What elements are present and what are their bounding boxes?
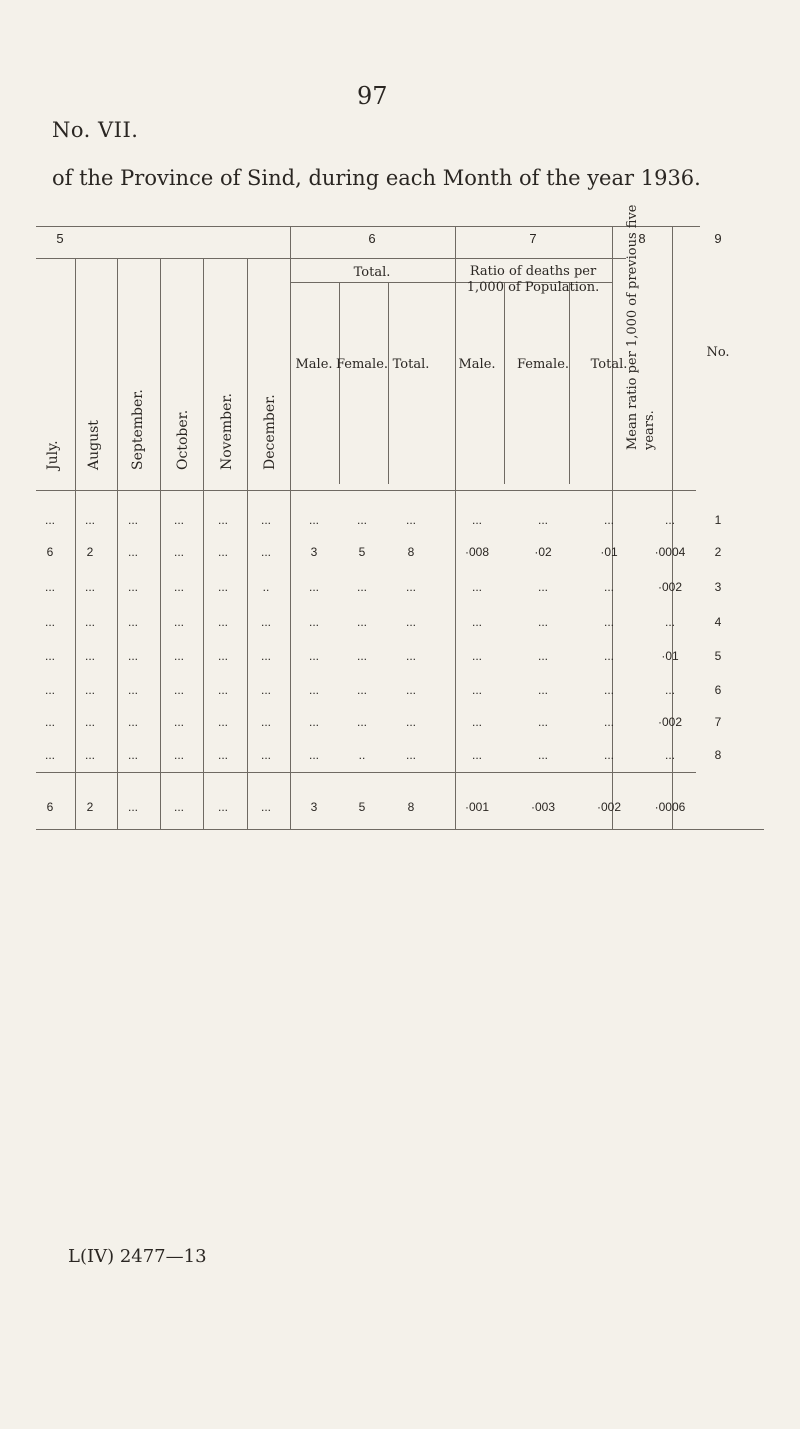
table-cell: ... [44,615,55,629]
table-cell: ... [84,683,95,697]
row-number: 5 [714,649,722,663]
table-cell: ... [217,649,228,663]
table-cell: ... [405,748,416,762]
table-cell: ... [173,513,184,527]
table-cell: ·0004 [654,545,686,559]
table-cell: ... [217,615,228,629]
table-cell: ·01 [600,545,618,559]
table-cell: ... [603,715,614,729]
row-number: 4 [714,615,722,629]
column-divider [75,258,76,829]
table-cell: ... [356,580,367,594]
sub-column-header: Male. [458,357,496,372]
table-cell: .. [262,580,270,594]
table-cell: ... [405,683,416,697]
table-cell: ... [405,513,416,527]
sub-column-header: Total. [590,357,628,372]
table-cell: ... [471,513,482,527]
table-cell: 2 [86,545,94,559]
table-cell: ... [356,683,367,697]
total-cell: 8 [407,800,415,814]
table-cell: ... [537,580,548,594]
table-cell: 8 [407,545,415,559]
total-cell: ·0006 [654,800,686,814]
table-cell: ... [308,580,319,594]
table-cell: ... [173,615,184,629]
table-cell: ... [173,545,184,559]
table-cell: ... [260,545,271,559]
table-cell: ... [44,715,55,729]
month-header: October. [175,409,191,470]
row-number: 7 [714,715,722,729]
total-cell: ... [127,800,138,814]
column-number: 9 [714,231,722,246]
table-cell: ·002 [657,580,683,594]
column-divider [672,226,673,829]
table-cell: ... [308,649,319,663]
table-cell: ... [127,615,138,629]
month-header: July. [45,440,61,470]
total-cell: 2 [86,800,94,814]
sub-column-header: Female. [516,357,570,372]
table-cell: ... [603,615,614,629]
column-divider [388,282,389,484]
mean-ratio-header: Mean ratio per 1,000 of previous five years. [625,204,657,450]
total-cell: 5 [358,800,366,814]
table-cell: ... [603,683,614,697]
table-subtitle: of the Province of Sind, during each Month of the year 1936. [52,166,701,190]
table-cell: ... [84,715,95,729]
table-cell: ... [127,715,138,729]
table-cell: ... [471,748,482,762]
table-cell: ... [308,683,319,697]
total-rule [36,772,696,773]
table-cell: ... [217,545,228,559]
table-cell: ... [405,580,416,594]
table-cell: ... [260,683,271,697]
table-cell: ... [537,683,548,697]
table-cell: ... [173,715,184,729]
table-cell: ... [127,649,138,663]
table-cell: ... [537,649,548,663]
table-cell: ... [217,715,228,729]
table-cell: ... [127,580,138,594]
table-number: No. VII. [52,118,139,142]
table-cell: ... [603,748,614,762]
table-cell: .. [358,748,366,762]
table-cell: ... [356,615,367,629]
table-cell: 6 [46,545,54,559]
column-divider [203,258,204,829]
footer-reference: L(IV) 2477—13 [68,1246,207,1267]
table-cell: ... [127,683,138,697]
column-divider [117,258,118,829]
table-cell: ... [471,683,482,697]
month-header: August [86,420,102,470]
page-number: 97 [357,82,388,110]
column-divider [339,282,340,484]
top-rule [36,226,700,227]
table-cell: ... [44,683,55,697]
header-rule [36,258,626,259]
total-cell: 3 [310,800,318,814]
table-cell: ... [308,748,319,762]
table-cell: ... [260,748,271,762]
table-cell: ... [356,649,367,663]
table-cell: ... [664,513,675,527]
column-divider [247,258,248,829]
column-divider [504,282,505,484]
table-cell: ... [44,580,55,594]
sub-column-header: Male. [295,357,333,372]
table-cell: ... [217,748,228,762]
column-divider [290,226,291,829]
column-divider [160,258,161,829]
column-number: 8 [638,231,646,246]
table-cell: ·002 [657,715,683,729]
table-cell: ... [356,715,367,729]
sub-column-header: Total. [392,357,430,372]
table-cell: ... [217,580,228,594]
table-cell: ... [603,513,614,527]
table-cell: ... [356,513,367,527]
table-cell: ... [217,513,228,527]
total-group-header: Total. [353,265,391,280]
total-cell: ... [217,800,228,814]
ratio-group-header: Ratio of deaths per 1,000 of Population. [466,264,600,295]
table-cell: 5 [358,545,366,559]
table-cell: ... [173,748,184,762]
table-cell: ·02 [534,545,552,559]
table-cell: ... [471,649,482,663]
column-divider [612,226,613,829]
table-cell: ... [664,748,675,762]
table-cell: ... [537,615,548,629]
table-cell: ·01 [661,649,679,663]
table-cell: ... [603,580,614,594]
table-cell: ... [173,580,184,594]
table-cell: ... [537,748,548,762]
table-cell: ... [308,513,319,527]
total-cell: ·001 [464,800,490,814]
table-cell: ... [217,683,228,697]
table-cell: ... [84,615,95,629]
table-cell: ... [308,715,319,729]
bottom-rule [36,829,764,830]
total-cell: ... [173,800,184,814]
table-cell: ... [84,580,95,594]
sub-column-header: Female. [335,357,389,372]
row-number: 8 [714,748,722,762]
table-cell: ... [173,683,184,697]
header-bottom-rule [36,490,696,491]
row-number: 3 [714,580,722,594]
month-header: September. [130,389,146,470]
table-cell: ... [405,649,416,663]
row-number: 1 [714,513,722,527]
table-cell: ... [664,615,675,629]
row-number: 2 [714,545,722,559]
table-cell: ... [664,683,675,697]
table-cell: ... [471,615,482,629]
month-header: December. [262,394,278,470]
table-cell: ... [127,513,138,527]
number-header: No. [706,345,730,360]
table-cell: ·008 [464,545,490,559]
table-cell: ... [260,649,271,663]
table-cell: ... [260,715,271,729]
table-cell: ... [603,649,614,663]
column-number: 5 [56,231,64,246]
table-cell: ... [471,580,482,594]
table-cell: ... [84,649,95,663]
table-cell: ... [537,513,548,527]
table-cell: ... [84,513,95,527]
column-divider [455,226,456,829]
table-cell: ... [127,748,138,762]
column-divider [569,282,570,484]
table-cell: ... [308,615,319,629]
table-cell: ... [405,715,416,729]
table-cell: ... [44,649,55,663]
column-number: 6 [368,231,376,246]
total-cell: ·003 [530,800,556,814]
total-cell: ·002 [596,800,622,814]
table-cell: ... [537,715,548,729]
table-cell: ... [84,748,95,762]
table-cell: ... [260,513,271,527]
month-header: November. [219,393,235,470]
table-cell: ... [405,615,416,629]
table-cell: ... [260,615,271,629]
table-cell: ... [44,748,55,762]
table-cell: ... [173,649,184,663]
total-cell: 6 [46,800,54,814]
table-cell: ... [471,715,482,729]
row-number: 6 [714,683,722,697]
total-cell: ... [260,800,271,814]
table-cell: ... [127,545,138,559]
table-cell: 3 [310,545,318,559]
column-number: 7 [529,231,537,246]
table-cell: ... [44,513,55,527]
